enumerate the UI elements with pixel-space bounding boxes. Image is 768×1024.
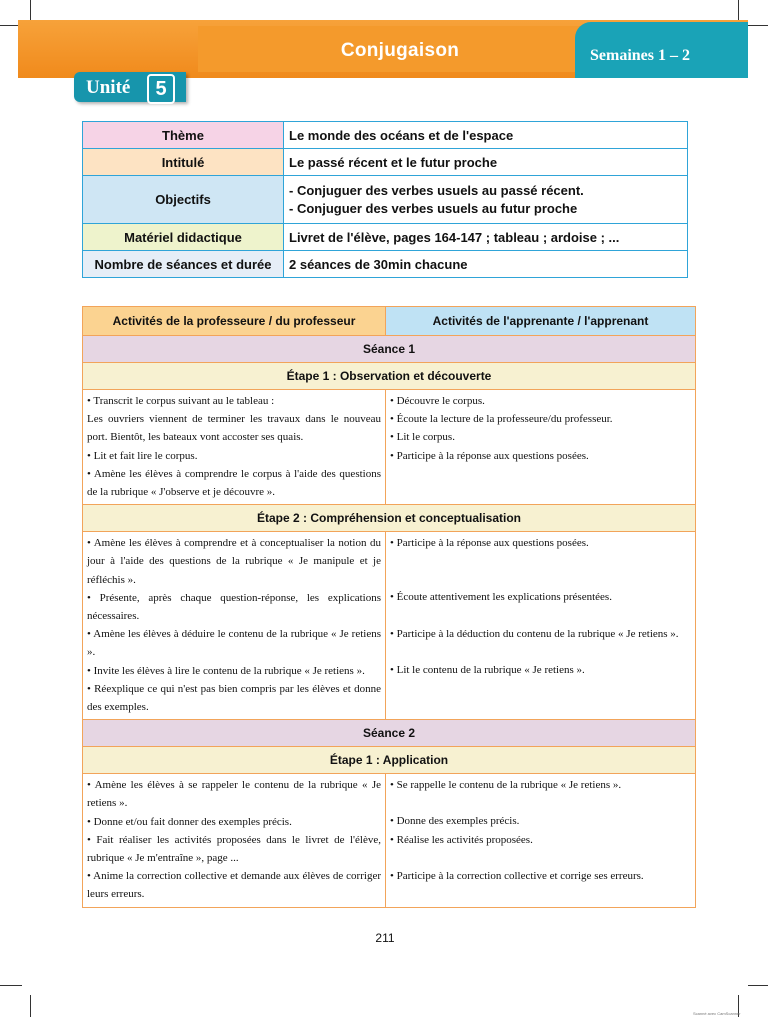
crop-mark xyxy=(738,0,739,20)
teacher-column-header: Activités de la professeure / du professeur xyxy=(83,307,386,336)
activity-item: • Donne des exemples précis. xyxy=(390,815,520,828)
objective-line: - Conjuguer des verbes usuels au futur proche xyxy=(289,200,578,216)
crop-mark xyxy=(748,25,768,26)
activity-item: • Lit le contenu de la rubrique « Je retiens ». xyxy=(390,663,585,676)
crop-mark xyxy=(0,985,22,986)
activity-item: • Transcrit le corpus suivant au le tableau : xyxy=(87,395,275,407)
activity-item: • Écoute attentivement les explications présentées. xyxy=(390,591,612,604)
activity-item: • Amène les élèves à comprendre et à conceptualiser la notion du jour à l'aide des questions de la rubrique « Je manipule et je réfléchis ». xyxy=(87,537,381,586)
learner-activities xyxy=(386,390,696,505)
info-key: Thème xyxy=(83,122,284,149)
info-value: Livret de l'élève, pages 164-147 ; tableau ; ardoise ; ... xyxy=(284,224,688,251)
activity-item: • Fait réaliser les activités proposées dans le livret de l'élève, rubrique « Je m'entraîne », page ... xyxy=(87,833,381,865)
page-number: 211 xyxy=(375,931,395,945)
info-table xyxy=(82,121,688,278)
etape-header: Étape 1 : Observation et découverte xyxy=(83,363,696,390)
activity-item: • Amène les élèves à déduire le contenu de la rubrique « Je retiens ». xyxy=(87,628,381,659)
learner-activities xyxy=(386,774,696,907)
activity-item: • Amène les élèves à se rappeler le contenu de la rubrique « Je retiens ». xyxy=(87,779,381,810)
seance-header: Séance 2 xyxy=(83,720,696,747)
info-row-materiel xyxy=(83,224,688,251)
activity-item: • Participe à la réponse aux questions posées. xyxy=(390,537,589,550)
activity-item: • Écoute la lecture de la professeure/du professeur. xyxy=(390,413,613,426)
learner-column-header: Activités de l'apprenante / l'apprenant xyxy=(386,307,696,336)
activity-item: • Réalise les activités proposées. xyxy=(390,833,533,846)
activity-item: Les ouvriers viennent de terminer les travaux dans le nouveau port. Bientôt, les bateaux vont accoster ses quais. xyxy=(87,413,381,444)
activity-item: • Participe à la réponse aux questions posées. xyxy=(390,449,589,462)
unit-label: Unité xyxy=(86,77,131,98)
info-value xyxy=(284,176,688,224)
activity-item: • Se rappelle le contenu de la rubrique « Je retiens ». xyxy=(390,779,622,792)
scanner-note: Scanné avec CamScanner xyxy=(693,1011,741,1016)
etape-header: Étape 1 : Application xyxy=(83,747,696,774)
info-row-objectifs xyxy=(83,176,688,224)
info-key: Intitulé xyxy=(83,149,284,176)
teacher-activities xyxy=(83,532,386,720)
etape-header: Étape 2 : Compréhension et conceptualisation xyxy=(83,505,696,532)
info-value: Le passé récent et le futur proche xyxy=(284,149,688,176)
info-row-theme xyxy=(83,122,688,149)
activity-item: • Découvre le corpus. xyxy=(390,395,485,407)
info-row-intitule xyxy=(83,149,688,176)
activities-table xyxy=(82,306,696,908)
info-row-nombre xyxy=(83,251,688,278)
learner-activities xyxy=(386,532,696,720)
teacher-activities xyxy=(83,390,386,505)
info-key: Matériel didactique xyxy=(83,224,284,251)
activity-item: • Lit le corpus. xyxy=(390,431,455,444)
page-title: Conjugaison xyxy=(340,40,460,61)
seance-header: Séance 1 xyxy=(83,336,696,363)
weeks-label: Semaines 1 – 2 xyxy=(590,47,690,64)
objective-line: - Conjuguer des verbes usuels au passé récent. xyxy=(289,182,584,198)
activity-item: • Amène les élèves à comprendre le corpus à l'aide des questions de la rubrique « J'observe et je découvre ». xyxy=(87,467,381,499)
crop-mark xyxy=(30,995,31,1017)
info-key: Objectifs xyxy=(83,176,284,224)
activity-item: • Lit et fait lire le corpus. xyxy=(87,449,198,462)
info-value: 2 séances de 30min chacune xyxy=(284,251,688,278)
activity-item: • Présente, après chaque question-réponse, les explications nécessaires. xyxy=(87,591,381,623)
activity-item: • Anime la correction collective et demande aux élèves de corriger leurs erreurs. xyxy=(87,870,381,901)
info-value: Le monde des océans et de l'espace xyxy=(284,122,688,149)
activity-item: • Réexplique ce qui n'est pas bien compris par les élèves et donne des exemples. xyxy=(87,682,381,714)
activity-item: • Participe à la correction collective et corrige ses erreurs. xyxy=(390,869,644,882)
info-key: Nombre de séances et durée xyxy=(83,251,284,278)
crop-mark xyxy=(30,0,31,20)
activity-item: • Invite les élèves à lire le contenu de la rubrique « Je retiens ». xyxy=(87,664,365,677)
unit-number: 5 xyxy=(147,74,175,104)
crop-mark xyxy=(748,985,768,986)
teacher-activities xyxy=(83,774,386,907)
activity-item: • Donne et/ou fait donner des exemples précis. xyxy=(87,815,292,828)
activity-item: • Participe à la déduction du contenu de la rubrique « Je retiens ». xyxy=(390,627,679,640)
unit-badge xyxy=(74,72,186,106)
weeks-tab xyxy=(575,22,748,78)
